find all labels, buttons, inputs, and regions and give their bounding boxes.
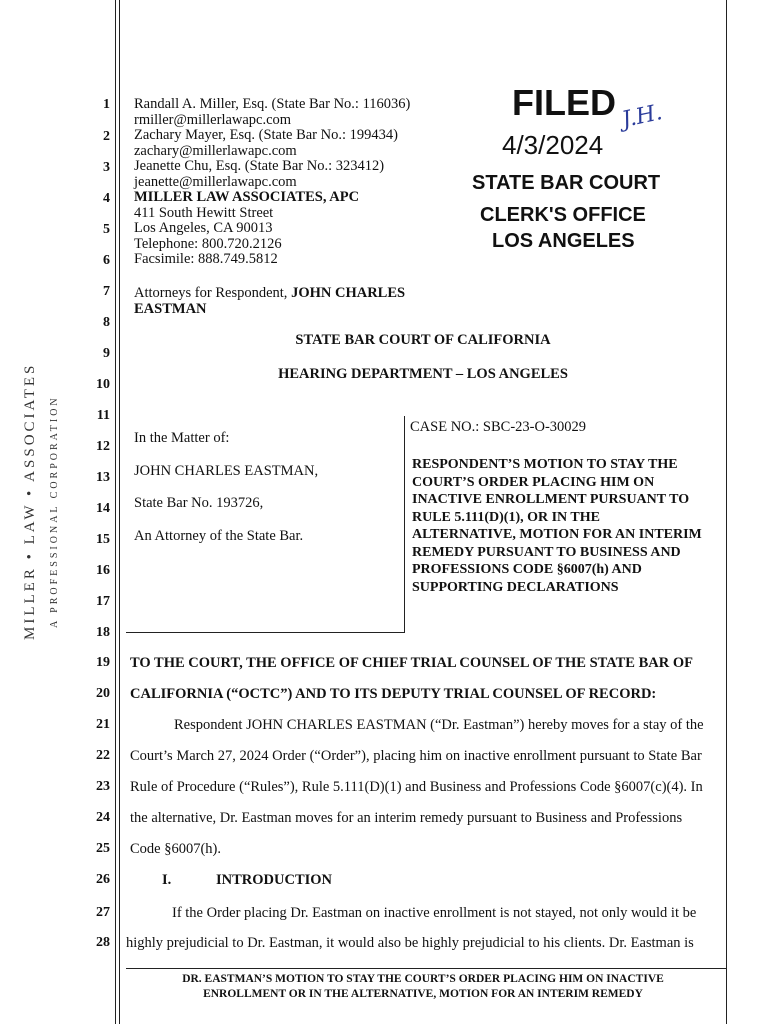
line-number: 1 <box>103 97 110 112</box>
caption-respondent: JOHN CHARLES EASTMAN, <box>134 462 319 479</box>
body-line-27: If the Order placing Dr. Eastman on inactive enrollment is not stayed, not only would it be <box>172 905 697 921</box>
counsel-line: Randall A. Miller, Esq. (State Bar No.: 116036) <box>134 96 411 112</box>
footer-line-2: ENROLLMENT OR IN THE ALTERNATIVE, MOTION FOR AN INTERIM REMEDY <box>203 988 643 1000</box>
caption-left <box>134 431 318 544</box>
footer-rule <box>126 968 726 969</box>
line-number: 19 <box>96 655 110 670</box>
line-number: 13 <box>96 470 110 485</box>
attorneys-for: Attorneys for Respondent, JOHN CHARLES EASTMAN <box>134 285 406 317</box>
line-number: 14 <box>96 501 110 516</box>
line-number: 7 <box>103 284 110 299</box>
caption-attorney: An Attorney of the State Bar. <box>134 527 304 544</box>
firm-fax: Facsimile: 888.749.5812 <box>134 251 278 267</box>
line-number: 6 <box>103 253 110 268</box>
body-line-19: TO THE COURT, THE OFFICE OF CHIEF TRIAL COUNSEL OF THE STATE BAR OF <box>130 655 693 671</box>
line-number: 24 <box>96 810 110 825</box>
motion-title-line: COURT’S ORDER PLACING HIM ON <box>412 474 655 490</box>
motion-title <box>412 456 702 596</box>
right-margin-rule <box>726 0 727 1024</box>
counsel-line: zachary@millerlawapc.com <box>134 142 297 159</box>
caption-matter: In the Matter of: <box>134 430 230 446</box>
section-heading: INTRODUCTION <box>216 872 333 888</box>
line-number: 11 <box>96 408 110 423</box>
line-number: 18 <box>96 625 110 640</box>
filed-stamp-office: CLERK'S OFFICE <box>480 204 646 226</box>
counsel-line: Zachary Mayer, Esq. (State Bar No.: 199434) <box>134 127 398 143</box>
sidebar-firm-subtitle: A PROFESSIONAL CORPORATION <box>49 395 60 628</box>
firm-name: MILLER LAW ASSOCIATES, APC <box>134 189 360 205</box>
filed-stamp-city: LOS ANGELES <box>492 230 635 252</box>
footer-line-1: DR. EASTMAN’S MOTION TO STAY THE COURT’S ORDER PLACING HIM ON INACTIVE <box>182 973 664 985</box>
counsel-block <box>134 97 410 268</box>
motion-title-line: RULE 5.111(D)(1), OR IN THE <box>412 509 600 525</box>
filed-stamp-title: FILED <box>512 82 616 123</box>
counsel-line: Jeanette Chu, Esq. (State Bar No.: 323412) <box>134 158 385 174</box>
left-margin-rule-1 <box>115 0 116 1024</box>
line-number: 10 <box>96 377 110 392</box>
line-number: 23 <box>96 779 110 794</box>
filed-stamp-initials: J.H. <box>619 100 665 133</box>
filed-stamp-date: 4/3/2024 <box>502 130 604 160</box>
body-line-28: highly prejudicial to Dr. Eastman, it would also be highly prejudicial to his clients. Dr. Eastman is <box>126 935 694 951</box>
court-name: STATE BAR COURT OF CALIFORNIA <box>295 332 551 348</box>
motion-title-line: SUPPORTING DECLARATIONS <box>412 579 619 595</box>
line-number: 15 <box>96 532 110 547</box>
motion-title-line: RESPONDENT’S MOTION TO STAY THE <box>412 457 678 472</box>
line-number: 28 <box>96 935 110 950</box>
firm-city: Los Angeles, CA 90013 <box>134 220 273 236</box>
firm-street: 411 South Hewitt Street <box>134 204 274 221</box>
line-number: 20 <box>96 686 110 701</box>
firm-phone: Telephone: 800.720.2126 <box>134 235 282 252</box>
body-line-23: Rule of Procedure (“Rules”), Rule 5.111(D)(1) and Business and Professions Code §6007(c)(4). In <box>130 779 703 795</box>
line-number: 21 <box>96 717 110 732</box>
line-number: 5 <box>103 222 110 237</box>
line-number: 2 <box>103 129 110 144</box>
caption-divider-horizontal <box>126 632 405 633</box>
body-line-20: CALIFORNIA (“OCTC”) AND TO ITS DEPUTY TRIAL COUNSEL OF RECORD: <box>130 686 657 702</box>
line-number: 8 <box>103 315 110 330</box>
section-heading-number: I. <box>162 872 172 888</box>
motion-title-line: ALTERNATIVE, MOTION FOR AN INTERIM <box>412 527 702 542</box>
motion-title-line: PROFESSIONS CODE §6007(h) AND <box>412 562 642 577</box>
counsel-line: jeanette@millerlawapc.com <box>134 173 297 190</box>
motion-title-line: REMEDY PURSUANT TO BUSINESS AND <box>412 544 681 560</box>
caption-divider-vertical <box>404 416 405 632</box>
court-department: HEARING DEPARTMENT – LOS ANGELES <box>278 366 568 382</box>
caption-bar-number: State Bar No. 193726, <box>134 495 264 511</box>
line-number: 9 <box>103 346 110 361</box>
sidebar-firm-name: MILLER • LAW • ASSOCIATES <box>22 362 38 640</box>
line-number: 26 <box>96 872 110 887</box>
body-line-21: Respondent JOHN CHARLES EASTMAN (“Dr. Eastman”) hereby moves for a stay of the <box>174 717 704 733</box>
left-margin-rule-2 <box>119 0 120 1024</box>
line-number: 25 <box>96 841 110 856</box>
body-line-22: Court’s March 27, 2024 Order (“Order”), placing him on inactive enrollment pursuant to State Bar <box>130 748 702 764</box>
line-number: 4 <box>103 191 110 206</box>
line-number: 16 <box>96 563 110 578</box>
motion-title-line: INACTIVE ENROLLMENT PURSUANT TO <box>412 492 690 507</box>
case-number: CASE NO.: SBC-23-O-30029 <box>410 419 587 435</box>
filed-stamp-court: STATE BAR COURT <box>472 172 661 194</box>
line-number: 17 <box>96 594 110 609</box>
line-number: 22 <box>96 748 110 763</box>
line-number: 27 <box>96 905 110 920</box>
line-number: 12 <box>96 439 110 454</box>
body-line-24: the alternative, Dr. Eastman moves for an interim remedy pursuant to Business and Professions <box>130 810 683 826</box>
body-line-25: Code §6007(h). <box>130 841 222 857</box>
line-number: 3 <box>103 160 110 175</box>
counsel-line: rmiller@millerlawapc.com <box>134 111 292 128</box>
